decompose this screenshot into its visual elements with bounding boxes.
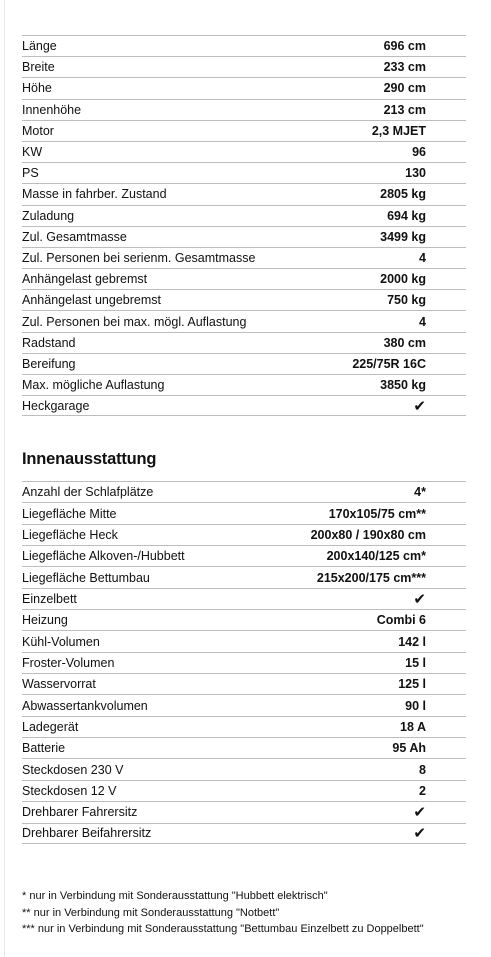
row-value: 225/75R 16C (352, 356, 426, 371)
check-icon: ✔ (413, 590, 426, 608)
row-value: 694 kg (387, 208, 426, 223)
table-row (22, 35, 466, 56)
row-value: 95 Ah (392, 741, 426, 756)
row-value: 125 l (398, 677, 426, 692)
row-value: Combi 6 (376, 613, 426, 628)
table-row (22, 630, 466, 651)
footnotes (22, 888, 424, 938)
row-label: Liegefläche Bettumbau (22, 570, 150, 585)
table-row (22, 332, 466, 353)
row-label: Motor (22, 123, 54, 138)
table-row (22, 120, 466, 141)
row-value: 15 l (405, 655, 426, 670)
table-row (22, 56, 466, 77)
table-row (22, 183, 466, 204)
row-label: Breite (22, 60, 55, 75)
row-label: PS (22, 166, 39, 181)
table-row (22, 141, 466, 162)
row-value: 2000 kg (380, 272, 426, 287)
row-value: 4 (419, 250, 426, 265)
table-row (22, 99, 466, 120)
table-row (22, 481, 466, 502)
footnote: ** nur in Verbindung mit Sonderausstattung "Notbett" (22, 906, 280, 919)
row-label: KW (22, 145, 43, 160)
row-value: 200x140/125 cm* (326, 549, 426, 564)
row-label: Zul. Personen bei serienm. Gesamtmasse (22, 250, 256, 265)
row-value: 96 (412, 145, 426, 160)
table-row (22, 205, 466, 226)
table-row (22, 524, 466, 545)
row-value: 4* (414, 485, 426, 500)
row-value: 3850 kg (380, 378, 426, 393)
row-label: Liegefläche Mitte (22, 506, 117, 521)
check-icon: ✔ (413, 804, 426, 822)
table-row (22, 77, 466, 98)
table-row (22, 588, 466, 609)
row-value: 200x80 / 190x80 cm (310, 527, 426, 542)
table-row (22, 652, 466, 673)
table-row (22, 353, 466, 374)
footnote: *** nur in Verbindung mit Sonderausstattung "Bettumbau Einzelbett zu Doppelbett" (22, 923, 424, 935)
table-row (22, 694, 466, 715)
table-row (22, 268, 466, 289)
row-value: 90 l (405, 698, 426, 713)
row-label: Anzahl der Schlafplätze (22, 485, 154, 500)
row-label: Ladegerät (22, 719, 79, 734)
footnote: * nur in Verbindung mit Sonderausstattung "Hubbett elektrisch" (22, 890, 328, 902)
row-label: Heckgarage (22, 398, 90, 413)
row-value: 696 cm (383, 39, 426, 54)
table-row (22, 247, 466, 268)
row-value: 142 l (398, 634, 426, 649)
row-value: 170x105/75 cm** (328, 506, 426, 521)
row-value: 215x200/175 cm*** (316, 570, 426, 585)
table-row (22, 758, 466, 779)
row-label: Liegefläche Alkoven-/Hubbett (22, 549, 185, 564)
left-border-line (4, 0, 5, 957)
check-icon: ✔ (413, 825, 426, 843)
table-row (22, 226, 466, 247)
check-icon: ✔ (413, 397, 426, 415)
table-row (22, 737, 466, 758)
row-label: Bereifung (22, 356, 76, 371)
section-title: Innenausstattung (22, 450, 157, 468)
row-label: Höhe (22, 81, 52, 96)
spec-table (22, 35, 466, 416)
table-row (22, 609, 466, 630)
row-label: Batterie (22, 741, 66, 756)
row-label: Einzelbett (22, 591, 77, 606)
row-label: Froster-Volumen (22, 655, 115, 670)
row-value: 213 cm (383, 102, 426, 117)
row-label: Kühl-Volumen (22, 634, 100, 649)
row-label: Wasservorrat (22, 677, 96, 692)
row-value: 2,3 MJET (371, 123, 426, 138)
row-label: Radstand (22, 335, 76, 350)
row-label: Zuladung (22, 208, 75, 223)
row-label: Steckdosen 12 V (22, 783, 117, 798)
table-row (22, 162, 466, 183)
row-value: 2805 kg (380, 187, 426, 202)
row-label: Abwassertankvolumen (22, 698, 148, 713)
row-label: Zul. Personen bei max. mögl. Auflastung (22, 314, 247, 329)
row-value: 18 A (400, 719, 426, 734)
row-value: 750 kg (387, 293, 426, 308)
table-row (22, 395, 466, 416)
interior-table (22, 481, 466, 844)
row-value: 8 (419, 762, 426, 777)
table-row (22, 673, 466, 694)
table-row (22, 374, 466, 395)
row-label: Länge (22, 39, 57, 54)
row-value: 290 cm (383, 81, 426, 96)
row-value: 4 (419, 314, 426, 329)
table-row (22, 823, 466, 844)
row-label: Heizung (22, 613, 68, 628)
table-row (22, 716, 466, 737)
row-label: Anhängelast ungebremst (22, 293, 161, 308)
table-row (22, 502, 466, 523)
row-value: 233 cm (383, 60, 426, 75)
table-row (22, 310, 466, 331)
row-label: Anhängelast gebremst (22, 272, 148, 287)
row-label: Drehbarer Fahrersitz (22, 805, 138, 820)
row-label: Innenhöhe (22, 102, 82, 117)
row-label: Drehbarer Beifahrersitz (22, 826, 152, 841)
row-label: Zul. Gesamtmasse (22, 229, 127, 244)
table-row (22, 566, 466, 587)
table-row (22, 289, 466, 310)
row-label: Liegefläche Heck (22, 527, 118, 542)
row-value: 2 (419, 783, 426, 798)
table-row (22, 780, 466, 801)
row-label: Masse in fahrber. Zustand (22, 187, 167, 202)
row-label: Steckdosen 230 V (22, 762, 124, 777)
row-value: 3499 kg (380, 229, 426, 244)
table-row (22, 545, 466, 566)
row-label: Max. mögliche Auflastung (22, 378, 165, 393)
row-value: 380 cm (383, 335, 426, 350)
row-value: 130 (405, 166, 426, 181)
table-row (22, 801, 466, 822)
